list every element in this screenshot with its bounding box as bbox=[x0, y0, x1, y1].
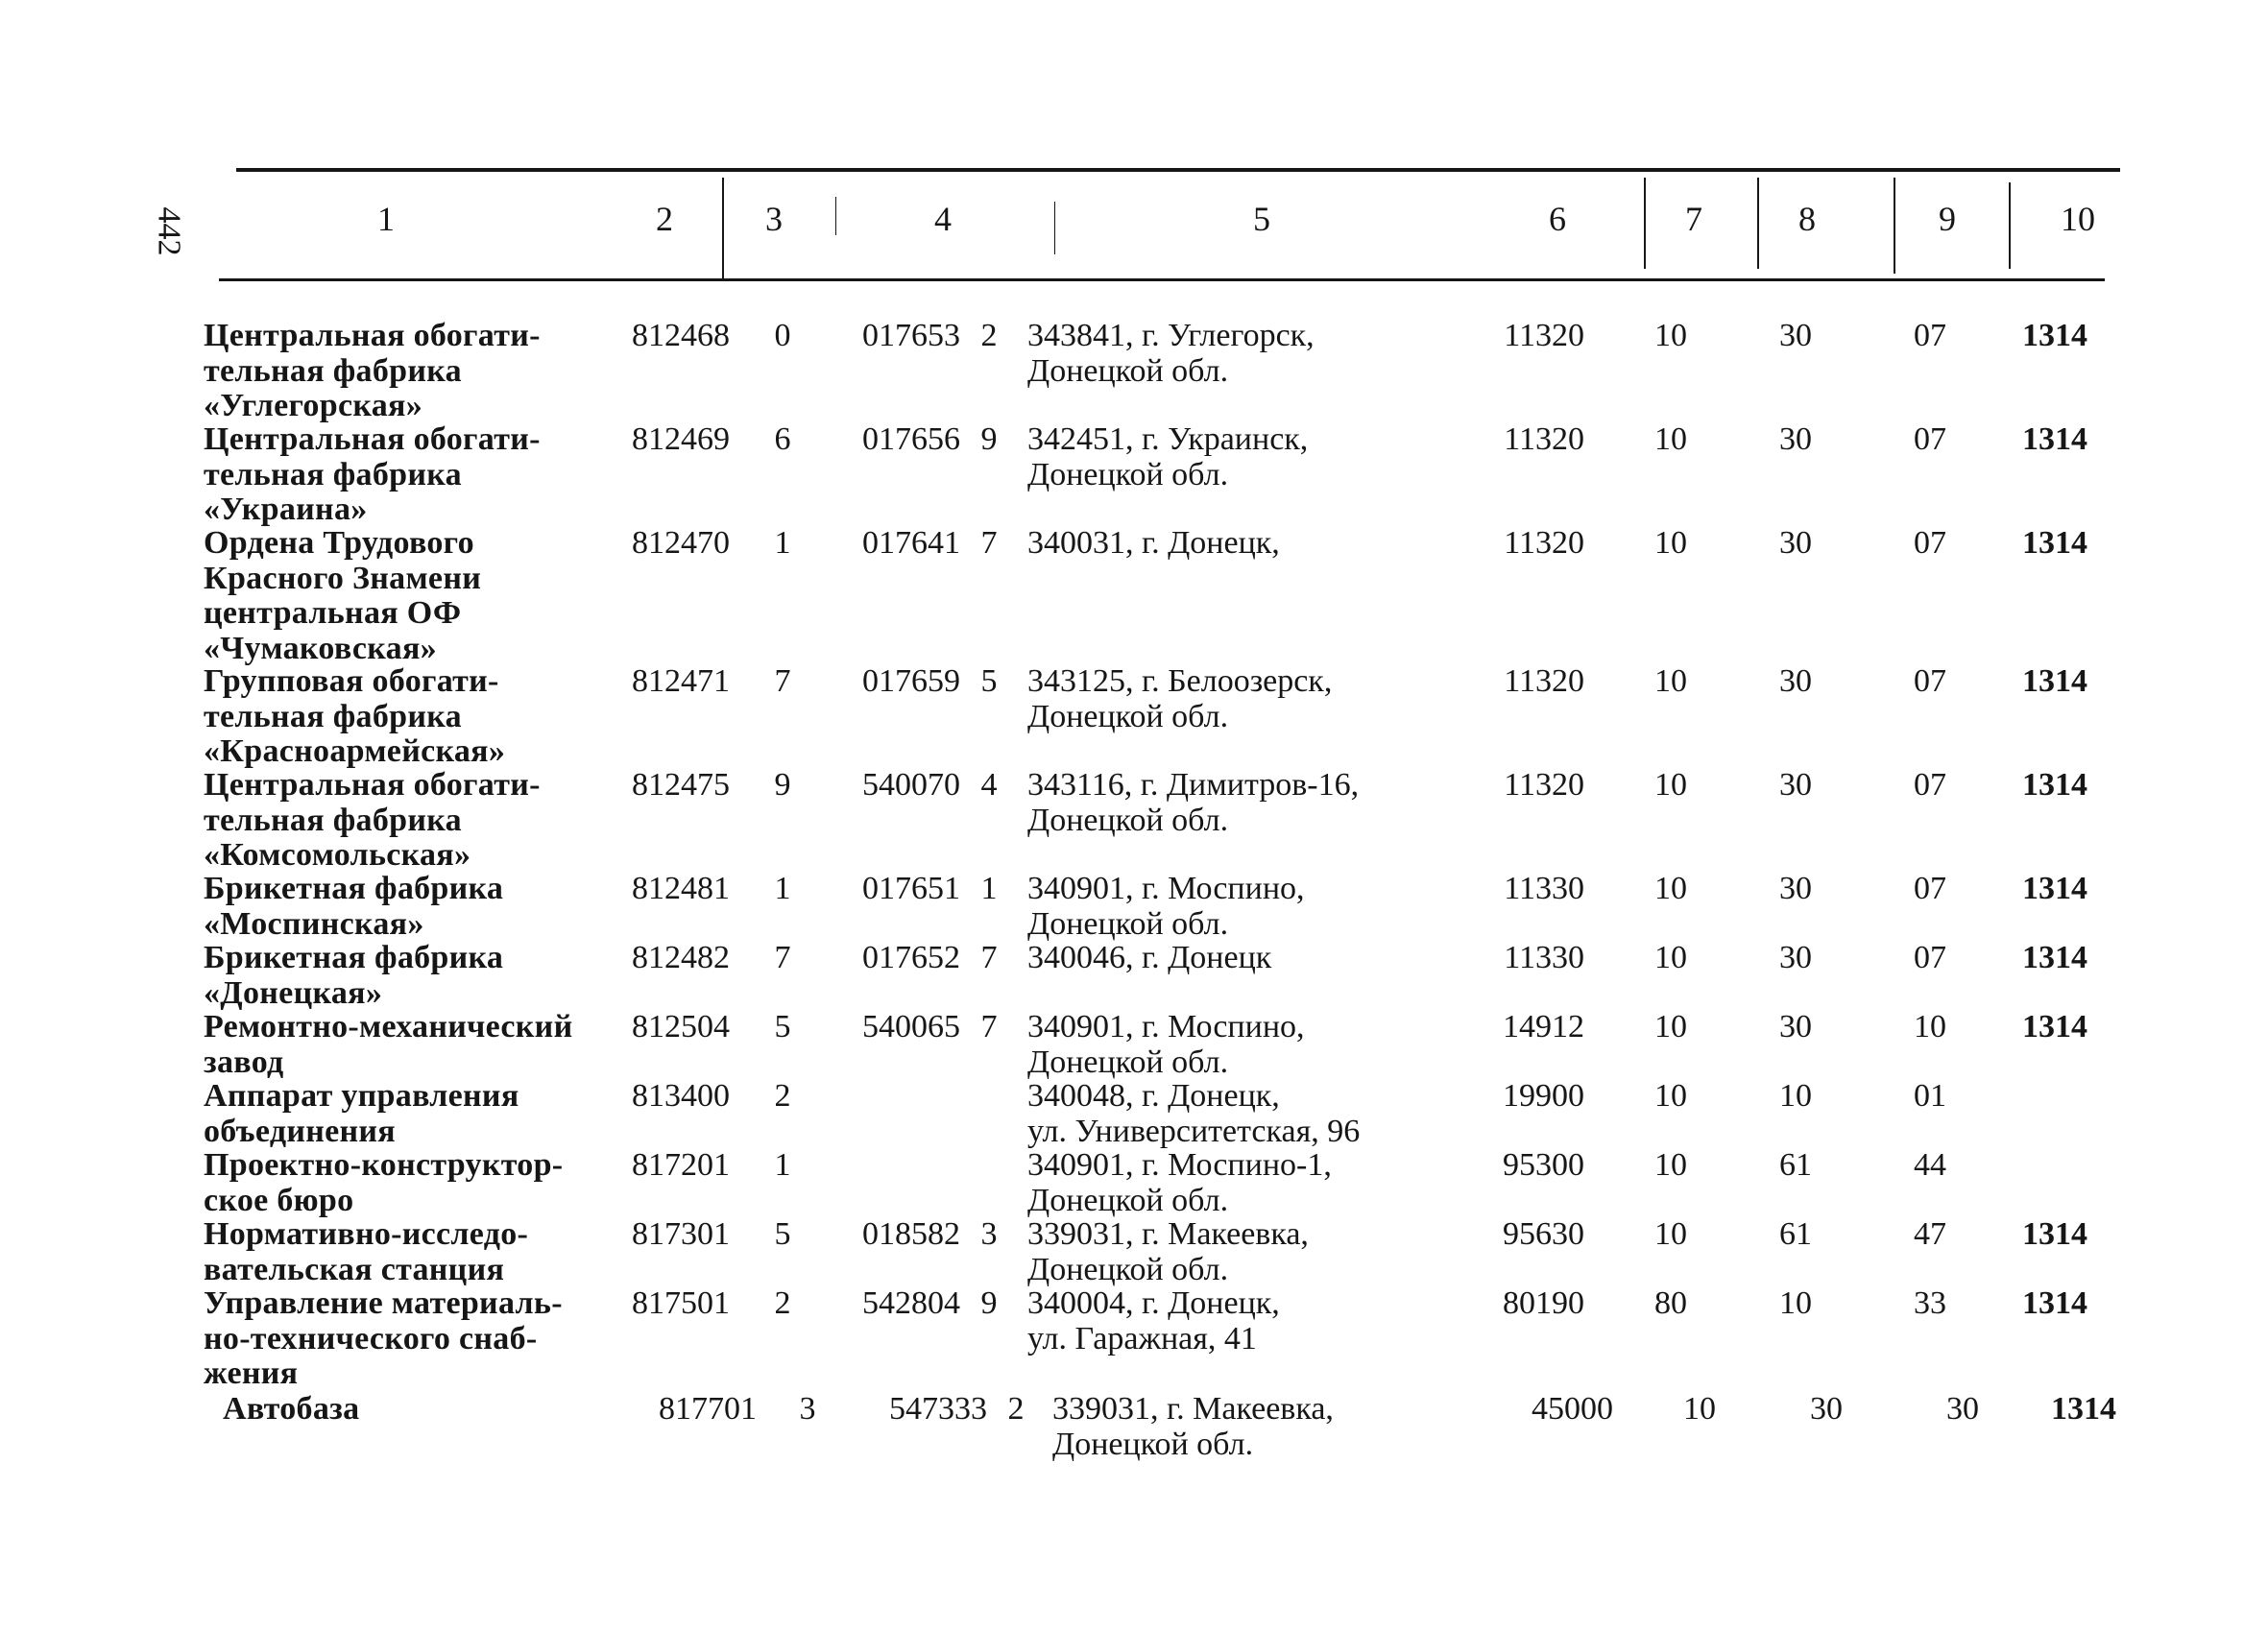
enterprise-name-line: вательская станция bbox=[204, 1251, 505, 1287]
code-col-2: 817201 bbox=[632, 1147, 730, 1183]
header-cell-10: 10 bbox=[2061, 200, 2095, 238]
address bbox=[1027, 1010, 1469, 1080]
code-col-8: 30 bbox=[1779, 1009, 1812, 1044]
code-col-10: 1314 bbox=[2022, 318, 2087, 353]
code-col-2: 817301 bbox=[632, 1216, 730, 1252]
code-col-9: 44 bbox=[1914, 1147, 1946, 1183]
code-col-6: 11330 bbox=[1504, 871, 1584, 906]
code-col-7: 80 bbox=[1654, 1285, 1687, 1321]
address-line: 340031, г. Донецк, bbox=[1027, 525, 1280, 561]
header-bottom-rule bbox=[219, 278, 2105, 281]
code-col-4: 542804 bbox=[862, 1285, 960, 1321]
address-line: Донецкой обл. bbox=[1027, 1044, 1229, 1080]
address-line: 340046, г. Донецк bbox=[1027, 940, 1272, 975]
address-line: 340901, г. Моспино-1, bbox=[1027, 1147, 1332, 1183]
code-col-10: 1314 bbox=[2022, 1216, 2087, 1252]
enterprise-name-line: Ремонтно-механический bbox=[204, 1009, 573, 1044]
check-digit-col-4: 2 bbox=[980, 318, 998, 353]
enterprise-name-line: «Моспинская» bbox=[204, 905, 424, 942]
address-line: Донецкой обл. bbox=[1027, 1182, 1229, 1218]
code-col-7: 10 bbox=[1654, 663, 1687, 699]
code-col-2: 812481 bbox=[632, 871, 730, 906]
address-line: Донецкой обл. bbox=[1027, 905, 1229, 942]
code-col-9: 10 bbox=[1914, 1009, 1946, 1044]
address bbox=[1027, 1217, 1469, 1287]
address-line: 340004, г. Донецк, bbox=[1027, 1285, 1280, 1321]
code-col-2: 812475 bbox=[632, 767, 730, 803]
code-col-8: 30 bbox=[1779, 871, 1812, 906]
check-digit-col-3: 7 bbox=[774, 940, 791, 975]
enterprise-name-line: жения bbox=[204, 1356, 299, 1391]
code-col-2: 812469 bbox=[632, 421, 730, 457]
enterprise-name-line: но-технического снаб- bbox=[204, 1320, 538, 1356]
code-col-4: 017652 bbox=[862, 940, 960, 975]
code-col-6: 80190 bbox=[1503, 1285, 1584, 1321]
header-cell-5: 5 bbox=[1253, 200, 1270, 238]
address-line: Донецкой обл. bbox=[1052, 1426, 1254, 1462]
code-col-9: 33 bbox=[1914, 1285, 1946, 1321]
code-col-9: 07 bbox=[1914, 767, 1946, 803]
enterprise-name-line: центральная ОФ bbox=[204, 595, 462, 631]
column-divider bbox=[2009, 182, 2011, 269]
code-col-8: 61 bbox=[1779, 1216, 1812, 1252]
code-col-4: 540065 bbox=[862, 1009, 960, 1044]
enterprise-name-line: ское бюро bbox=[204, 1182, 354, 1218]
code-col-2: 812471 bbox=[632, 663, 730, 699]
address bbox=[1027, 768, 1469, 838]
address bbox=[1027, 664, 1469, 734]
address bbox=[1027, 319, 1469, 389]
code-col-2: 812470 bbox=[632, 525, 730, 561]
code-col-6: 11320 bbox=[1504, 767, 1584, 803]
header-cell-3: 3 bbox=[765, 200, 783, 238]
code-col-4: 017653 bbox=[862, 318, 960, 353]
enterprise-name-line: тельная фабрика bbox=[204, 802, 462, 838]
check-digit-col-4: 1 bbox=[980, 871, 998, 906]
code-col-10: 1314 bbox=[2022, 663, 2087, 699]
address bbox=[1027, 1286, 1469, 1356]
enterprise-name bbox=[204, 768, 588, 874]
code-col-4: 017656 bbox=[862, 421, 960, 457]
enterprise-name-line: Нормативно-исследо- bbox=[204, 1216, 529, 1252]
address-line: 340048, г. Донецк, bbox=[1027, 1078, 1280, 1114]
code-col-6: 11320 bbox=[1504, 525, 1584, 561]
address-line: 342451, г. Украинск, bbox=[1027, 421, 1309, 457]
code-col-10: 1314 bbox=[2022, 767, 2087, 803]
code-col-9: 07 bbox=[1914, 663, 1946, 699]
code-col-9: 07 bbox=[1914, 940, 1946, 975]
code-col-8: 61 bbox=[1779, 1147, 1812, 1183]
enterprise-name bbox=[204, 422, 588, 528]
code-col-9: 07 bbox=[1914, 318, 1946, 353]
address-line: 343841, г. Углегорск, bbox=[1027, 318, 1315, 353]
address-line: Донецкой обл. bbox=[1027, 1251, 1229, 1287]
code-col-9: 07 bbox=[1914, 525, 1946, 561]
code-col-9: 07 bbox=[1914, 871, 1946, 906]
address-line: 340901, г. Моспино, bbox=[1027, 871, 1305, 906]
check-digit-col-3: 5 bbox=[774, 1009, 791, 1044]
enterprise-name bbox=[204, 1148, 588, 1218]
header-cell-9: 9 bbox=[1939, 200, 1956, 238]
enterprise-name-line: объединения bbox=[204, 1113, 396, 1149]
enterprise-name bbox=[204, 1079, 588, 1149]
code-col-6: 11320 bbox=[1504, 318, 1584, 353]
enterprise-name-line: тельная фабрика bbox=[204, 456, 462, 492]
enterprise-name bbox=[204, 1010, 588, 1080]
page-number: 442 bbox=[151, 206, 187, 256]
code-col-6: 11320 bbox=[1504, 421, 1584, 457]
check-digit-col-3: 6 bbox=[774, 421, 791, 457]
header-cell-4: 4 bbox=[934, 200, 952, 238]
header-cell-8: 8 bbox=[1798, 200, 1816, 238]
check-digit-col-3: 1 bbox=[774, 525, 791, 561]
enterprise-name-line: «Украина» bbox=[204, 492, 368, 527]
code-col-8: 30 bbox=[1779, 318, 1812, 353]
enterprise-name-line: «Углегорская» bbox=[204, 388, 423, 423]
code-col-8: 30 bbox=[1779, 663, 1812, 699]
enterprise-name-line: Центральная обогати- bbox=[204, 421, 541, 457]
code-col-7: 10 bbox=[1654, 871, 1687, 906]
check-digit-col-3: 2 bbox=[774, 1078, 791, 1114]
check-digit-col-3: 3 bbox=[799, 1391, 816, 1427]
address-line: 340901, г. Моспино, bbox=[1027, 1009, 1305, 1044]
enterprise-name bbox=[223, 1392, 607, 1428]
enterprise-name-line: «Комсомольская» bbox=[204, 837, 471, 873]
code-col-2: 817701 bbox=[659, 1391, 757, 1427]
address-line: 339031, г. Макеевка, bbox=[1027, 1216, 1309, 1252]
code-col-10: 1314 bbox=[2022, 1009, 2087, 1044]
check-digit-col-3: 0 bbox=[774, 318, 791, 353]
check-digit-col-3: 2 bbox=[774, 1285, 791, 1321]
address-line: 343116, г. Димитров-16, bbox=[1027, 767, 1360, 803]
check-digit-col-4: 3 bbox=[980, 1216, 998, 1252]
enterprise-name-line: Центральная обогати- bbox=[204, 767, 541, 803]
enterprise-name bbox=[204, 1217, 588, 1287]
enterprise-name-line: Брикетная фабрика bbox=[204, 871, 504, 906]
code-col-7: 10 bbox=[1654, 1009, 1687, 1044]
check-digit-col-4: 7 bbox=[980, 940, 998, 975]
code-col-6: 95630 bbox=[1503, 1216, 1584, 1252]
header-cell-7: 7 bbox=[1685, 200, 1702, 238]
code-col-7: 10 bbox=[1654, 1078, 1687, 1114]
code-col-8: 30 bbox=[1779, 525, 1812, 561]
code-col-2: 813400 bbox=[632, 1078, 730, 1114]
header-cell-2: 2 bbox=[656, 200, 673, 238]
address bbox=[1052, 1392, 1494, 1462]
enterprise-name-line: Аппарат управления bbox=[204, 1078, 519, 1114]
header-cell-6: 6 bbox=[1549, 200, 1566, 238]
code-col-9: 47 bbox=[1914, 1216, 1946, 1252]
enterprise-name bbox=[204, 319, 588, 424]
enterprise-name bbox=[204, 872, 588, 942]
code-col-8: 10 bbox=[1779, 1285, 1812, 1321]
check-digit-col-4: 2 bbox=[1007, 1391, 1025, 1427]
enterprise-name bbox=[204, 526, 588, 666]
enterprise-name bbox=[204, 664, 588, 770]
code-col-7: 10 bbox=[1654, 318, 1687, 353]
enterprise-name-line: Проектно-конструктор- bbox=[204, 1147, 564, 1183]
address bbox=[1027, 872, 1469, 942]
code-col-4: 017651 bbox=[862, 871, 960, 906]
check-digit-col-4: 5 bbox=[980, 663, 998, 699]
enterprise-name-line: Красного Знамени bbox=[204, 560, 482, 596]
code-col-8: 30 bbox=[1779, 940, 1812, 975]
code-col-10: 1314 bbox=[2022, 1285, 2087, 1321]
check-digit-col-3: 1 bbox=[774, 1147, 791, 1183]
address-line: Донецкой обл. bbox=[1027, 698, 1229, 734]
check-digit-col-4: 9 bbox=[980, 1285, 998, 1321]
check-digit-col-3: 7 bbox=[774, 663, 791, 699]
address bbox=[1027, 941, 1469, 976]
enterprise-name-line: тельная фабрика bbox=[204, 698, 462, 734]
enterprise-name-line: Ордена Трудового bbox=[204, 525, 474, 561]
enterprise-name-line: Брикетная фабрика bbox=[204, 940, 504, 975]
check-digit-col-3: 9 bbox=[774, 767, 791, 803]
column-divider bbox=[835, 197, 836, 235]
code-col-10: 1314 bbox=[2022, 421, 2087, 457]
code-col-10: 1314 bbox=[2022, 525, 2087, 561]
check-digit-col-4: 7 bbox=[980, 525, 998, 561]
code-col-2: 812482 bbox=[632, 940, 730, 975]
code-col-7: 10 bbox=[1654, 940, 1687, 975]
code-col-7: 10 bbox=[1654, 767, 1687, 803]
address bbox=[1027, 1148, 1469, 1218]
address-line: ул. Университетская, 96 bbox=[1027, 1113, 1361, 1149]
code-col-7: 10 bbox=[1654, 421, 1687, 457]
code-col-7: 10 bbox=[1654, 1216, 1687, 1252]
code-col-10: 1314 bbox=[2022, 940, 2087, 975]
check-digit-col-4: 7 bbox=[980, 1009, 998, 1044]
code-col-7: 10 bbox=[1654, 1147, 1687, 1183]
address bbox=[1027, 1079, 1469, 1149]
enterprise-name-line: Групповая обогати- bbox=[204, 663, 499, 699]
code-col-6: 95300 bbox=[1503, 1147, 1584, 1183]
code-col-6: 14912 bbox=[1503, 1009, 1584, 1044]
enterprise-name-line: Центральная обогати- bbox=[204, 318, 541, 353]
code-col-8: 10 bbox=[1779, 1078, 1812, 1114]
column-divider bbox=[1054, 202, 1055, 254]
code-col-9: 07 bbox=[1914, 421, 1946, 457]
enterprise-name bbox=[204, 941, 588, 1011]
check-digit-col-4: 9 bbox=[980, 421, 998, 457]
code-col-4: 018582 bbox=[862, 1216, 960, 1252]
code-col-10: 1314 bbox=[2022, 871, 2087, 906]
code-col-4: 547333 bbox=[889, 1391, 987, 1427]
enterprise-name-line: тельная фабрика bbox=[204, 352, 462, 389]
address bbox=[1027, 422, 1469, 492]
code-col-4: 017659 bbox=[862, 663, 960, 699]
address-line: 339031, г. Макеевка, bbox=[1052, 1391, 1334, 1427]
code-col-9: 01 bbox=[1914, 1078, 1946, 1114]
code-col-10: 1314 bbox=[2051, 1391, 2116, 1427]
code-col-6: 11330 bbox=[1504, 940, 1584, 975]
address-line: Донецкой обл. bbox=[1027, 456, 1229, 492]
address-line: Донецкой обл. bbox=[1027, 352, 1229, 389]
code-col-6: 45000 bbox=[1532, 1391, 1613, 1427]
code-col-6: 11320 bbox=[1504, 663, 1584, 699]
enterprise-name-line: «Чумаковская» bbox=[204, 630, 437, 666]
code-col-8: 30 bbox=[1779, 421, 1812, 457]
enterprise-name-line: «Красноармейская» bbox=[204, 733, 506, 769]
address-line: Донецкой обл. bbox=[1027, 802, 1229, 838]
enterprise-name-line: завод bbox=[204, 1044, 284, 1080]
check-digit-col-4: 4 bbox=[980, 767, 998, 803]
code-col-8: 30 bbox=[1779, 767, 1812, 803]
code-col-9: 30 bbox=[1946, 1391, 1979, 1427]
enterprise-name-line: «Донецкая» bbox=[204, 974, 383, 1011]
code-col-8: 30 bbox=[1810, 1391, 1843, 1427]
check-digit-col-3: 5 bbox=[774, 1216, 791, 1252]
code-col-4: 540070 bbox=[862, 767, 960, 803]
code-col-7: 10 bbox=[1654, 525, 1687, 561]
code-col-2: 817501 bbox=[632, 1285, 730, 1321]
enterprise-name-line: Управление материаль- bbox=[204, 1285, 563, 1321]
code-col-7: 10 bbox=[1683, 1391, 1716, 1427]
code-col-4: 017641 bbox=[862, 525, 960, 561]
code-col-2: 812468 bbox=[632, 318, 730, 353]
enterprise-name bbox=[204, 1286, 588, 1392]
check-digit-col-3: 1 bbox=[774, 871, 791, 906]
header-cell-1: 1 bbox=[377, 200, 395, 238]
address-line: ул. Гаражная, 41 bbox=[1027, 1320, 1257, 1356]
table-top-rule bbox=[236, 168, 2120, 172]
address bbox=[1027, 526, 1469, 562]
enterprise-name-line: Автобаза bbox=[223, 1391, 360, 1427]
code-col-6: 19900 bbox=[1503, 1078, 1584, 1114]
code-col-2: 812504 bbox=[632, 1009, 730, 1044]
address-line: 343125, г. Белоозерск, bbox=[1027, 663, 1333, 699]
